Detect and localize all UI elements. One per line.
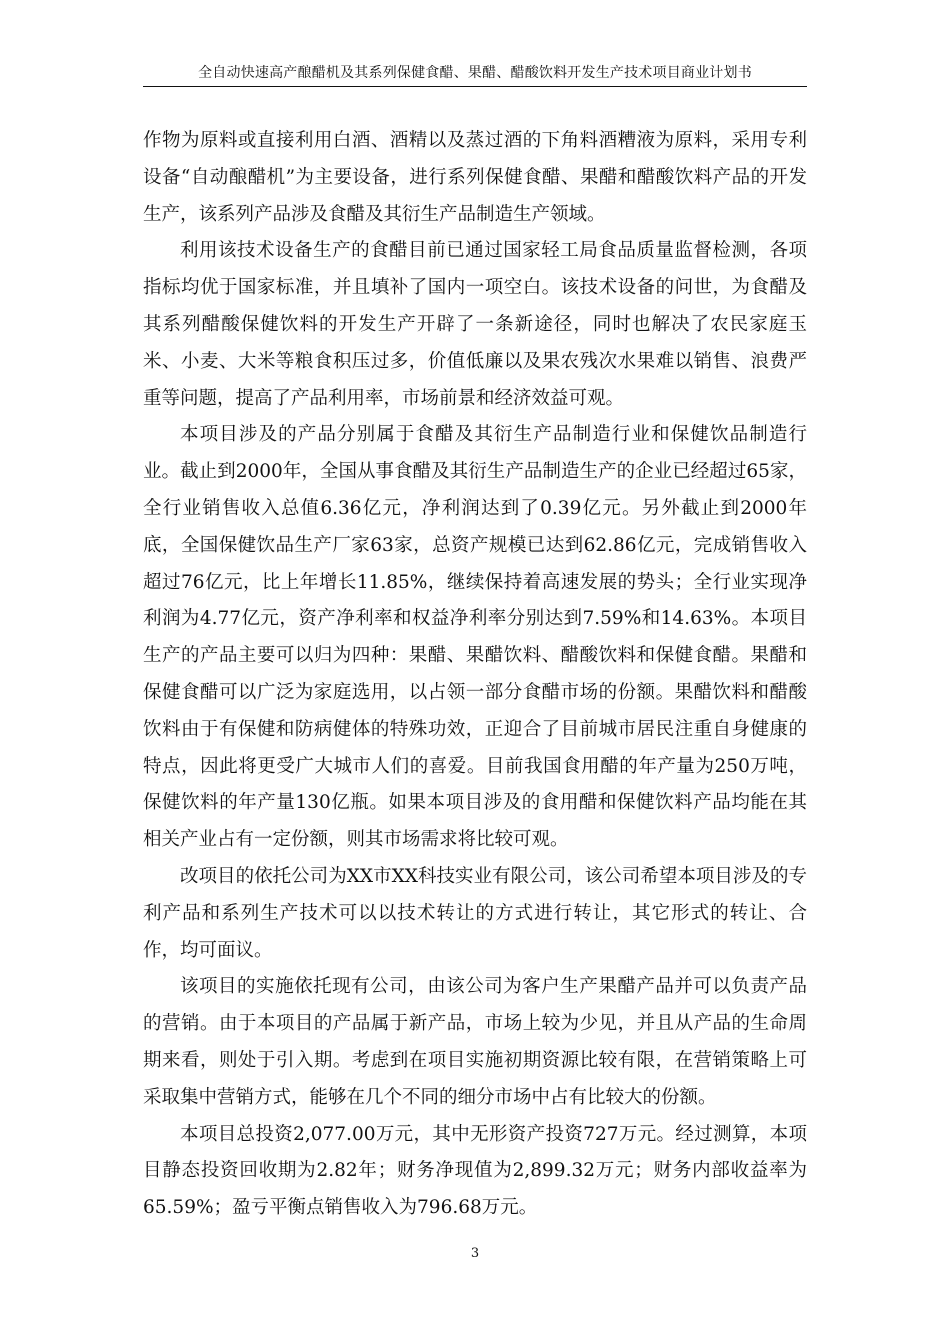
header-rule [143, 86, 807, 87]
running-header-title: 全自动快速高产酿醋机及其系列保健食醋、果醋、醋酸饮料开发生产技术项目商业计划书 [198, 65, 752, 81]
paragraph: 利用该技术设备生产的食醋目前已通过国家轻工局食品质量监督检测，各项指标均优于国家标准，并且填补了国内一项空白。该技术设备的问世，为食醋及其系列醋酸保健饮料的开发生产开辟了一条新途径，同时也解决了农民家庭玉米、小麦、大米等粮食积压过多，价值低廉以及果农残次水果难以销售、浪费严重等问题，提高了产品利用率，市场前景和经济效益可观。 [143, 240, 807, 409]
page-number: 3 [470, 1246, 480, 1261]
paragraph-continued: 作物为原料或直接利用白酒、酒精以及蒸过酒的下角料酒糟液为原料，采用专利设备“自动酿醋机”为主要设备，进行系列保健食醋、果醋和醋酸饮料产品的开发生产，该系列产品涉及食醋及其衍生产品制造生产领域。 [143, 130, 807, 225]
paragraph: 本项目涉及的产品分别属于食醋及其衍生产品制造行业和保健饮品制造行业。截止到2000年，全国从事食醋及其衍生产品制造生产的企业已经超过65家，全行业销售收入总值6.36亿元，净利润达到了0.39亿元。另外截止到2000年底，全国保健饮品生产厂家63家，总资产规模已达到62.86亿元，完成销售收入超过76亿元，比上年增长11.85%，继续保持着高速发展的势头；全行业实现净利润为4.77亿元，资产净利率和权益净利率分别达到7.59%和14.63%。本项目生产的产品主要可以归为四种：果醋、果醋饮料、醋酸饮料和保健食醋。果醋和保健食醋可以广泛为家庭选用，以占领一部分食醋市场的份额。果醋饮料和醋酸饮料由于有保健和防病健体的特殊功效，正迎合了目前城市居民注重自身健康的特点，因此将更受广大城市人们的喜爱。目前我国食用醋的年产量为250万吨，保健饮料的年产量130亿瓶。如果本项目涉及的食用醋和保健饮料产品均能在其相关产业占有一定份额，则其市场需求将比较可观。 [143, 424, 807, 851]
paragraph: 本项目总投资2,077.00万元，其中无形资产投资727万元。经过测算，本项目静态投资回收期为2.82年；财务净现值为2,899.32万元；财务内部收益率为65.59%；盈亏平衡点销售收入为796.68万元。 [143, 1123, 807, 1219]
paragraph: 该项目的实施依托现有公司，由该公司为客户生产果醋产品并可以负责产品的营销。由于本项目的产品属于新产品，市场上较为少见，并且从产品的生命周期来看，则处于引入期。考虑到在项目实施初期资源比较有限，在营销策略上可采取集中营销方式，能够在几个不同的细分市场中占有比较大的份额。 [143, 976, 807, 1108]
paragraph: 改项目的依托公司为XX市XX科技实业有限公司，该公司希望本项目涉及的专利产品和系列生产技术可以以技术转让的方式进行转让，其它形式的转让、合作，均可面议。 [143, 865, 807, 961]
document-body [143, 123, 807, 1227]
